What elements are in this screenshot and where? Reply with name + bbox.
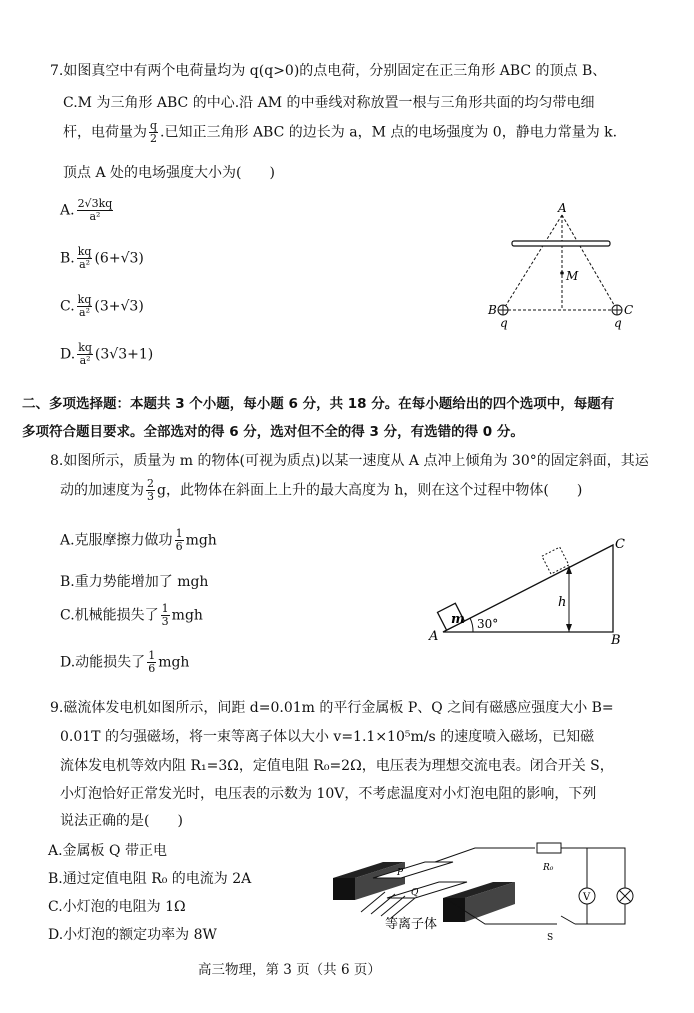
label-plasma: 等离子体 [385, 917, 438, 932]
q7-line3-text-b: .已知正三角形 ABC 的边长为 a，M 点的电场强度为 0，静电力常量为 k. [160, 124, 618, 141]
label-r0: R₀ [543, 863, 554, 873]
q9-mhd-generator-figure [325, 840, 645, 945]
label-qc: q [614, 316, 622, 330]
q9-option-d: D.小灯泡的额定功率为 8W [48, 927, 217, 943]
label-qb: q [500, 316, 508, 330]
q9-line5: 说法正确的是( ) [60, 813, 183, 829]
q8-incline-figure [425, 530, 655, 655]
label-angle: 30° [477, 617, 499, 631]
q7-triangle-figure [470, 200, 650, 335]
q7-option-d: D. $\frac{kq}{\text{a²}}$ (3√3+1) [60, 341, 154, 367]
q7-option-a: A. $\frac{2√3kq}{\text{a²}}$ [60, 197, 113, 223]
point-m [560, 271, 564, 275]
charged-rod [512, 241, 610, 246]
label-m: m [451, 612, 465, 627]
q7-line3-fraction: $\frac{q}{2}$ [150, 119, 158, 145]
q7-line1: 7.如图真空中有两个电荷量均为 q(q>0)的点电荷，分别固定在正三角形 ABC 的顶点 B、 [50, 63, 607, 79]
q9-option-a: A.金属板 Q 带正电 [48, 843, 167, 859]
label-q: Q [411, 888, 419, 898]
q9-option-b: B.通过定值电阻 R₀ 的电流为 2A [48, 871, 252, 887]
label-h: h [558, 595, 567, 610]
q9-line2: 0.01T 的匀强磁场，将一束等离子体以大小 v=1.1×10⁵m/s 的速度喷入磁场，已知磁 [60, 729, 595, 745]
q9-line1: 9.磁流体发电机如图所示，间距 d=0.01m 的平行金属板 P、Q 之间有磁感应强度大小 B= [50, 700, 614, 716]
label-c: C [615, 537, 625, 552]
q7-line3 [63, 120, 617, 145]
resistor-r0 [537, 843, 561, 853]
label-v: V [583, 892, 591, 903]
label-b: B [488, 303, 497, 317]
label-b: B [611, 633, 621, 648]
section2-header-line2: 多项符合题目要求。全部选对的得 6 分，选对但不全的得 3 分，有选错的得 0 分。 [22, 424, 524, 440]
q9-option-c: C.小灯泡的电阻为 1Ω [48, 899, 186, 915]
q7-line4: 顶点 A 处的电场强度大小为( ) [63, 165, 275, 181]
label-c: C [624, 303, 634, 317]
q7-option-c: C. $\frac{kq}{\text{a²}}$ (3+√3) [60, 293, 144, 319]
q9-line4: 小灯泡恰好正常发光时，电压表的示数为 10V，不考虑温度对小灯泡电阻的影响，下列 [60, 786, 597, 802]
q7-line3-text-a: 杆，电荷量为 [63, 124, 147, 141]
label-a: A [558, 201, 567, 215]
label-a: A [429, 629, 439, 644]
q8-option-d: D.动能损失了 $\frac{1}{6}$ mgh [60, 649, 190, 675]
incline-triangle [443, 545, 613, 632]
q7-line2: C.M 为三角形 ABC 的中心.沿 AM 的中垂线对称放置一根与三角形共面的均匀带电细 [63, 95, 595, 111]
q8-option-b: B.重力势能增加了 mgh [60, 574, 209, 590]
q8-line1: 8.如图所示，质量为 m 的物体(可视为质点)以某一速度从 A 点冲上倾角为 30°的固定斜面，其运 [50, 453, 649, 469]
q7-option-b: B. $\frac{kq}{\text{a²}}$ (6+√3) [60, 245, 144, 271]
page-footer: 高三物理，第 3 页（共 6 页） [198, 962, 381, 978]
switch-s [561, 916, 575, 924]
q9-line3: 流体发电机等效内阻 R₁=3Ω，定值电阻 R₀=2Ω，电压表为理想交流电表。闭合开关 S， [60, 758, 614, 774]
q8-line2: 动的加速度为 $\frac{2}{3}$ g，此物体在斜面上上升的最大高度为 h，则在这个过程中物体( ) [60, 477, 583, 503]
q8-option-c: C.机械能损失了 $\frac{1}{3}$ mgh [60, 602, 203, 628]
section2-header-line1: 二、多项选择题：本题共 3 个小题，每小题 6 分，共 18 分。在每小题给出的四个选项中，每题有 [22, 396, 615, 412]
q8-option-a: A.克服摩擦力做功 $\frac{1}{6}$ mgh [60, 527, 217, 553]
label-s: S [547, 933, 554, 943]
label-p: P [397, 868, 404, 878]
label-m: M [566, 269, 579, 283]
